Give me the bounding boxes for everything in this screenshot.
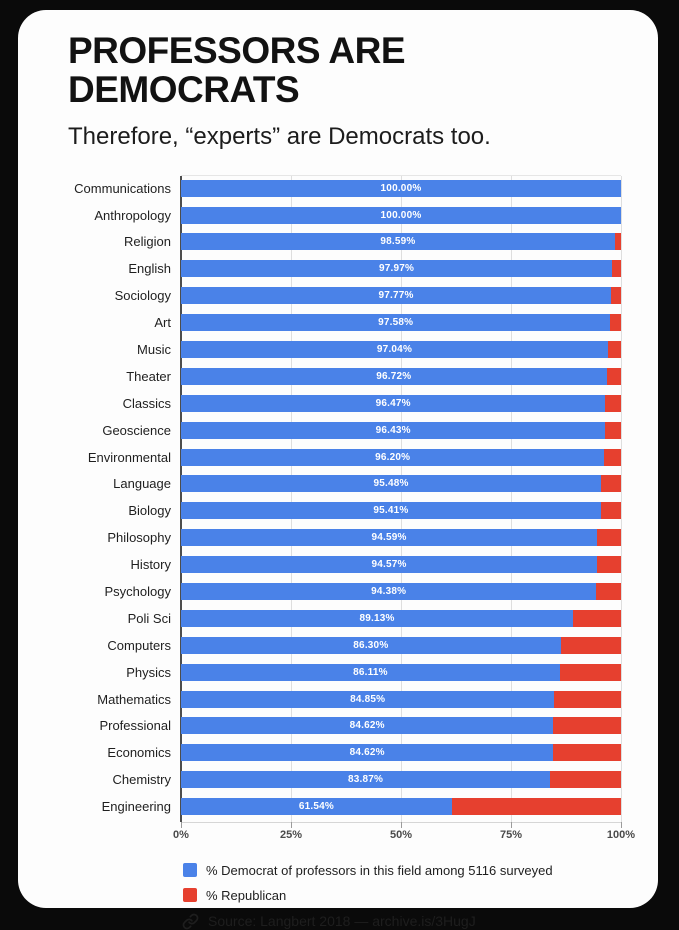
category-label: Computers bbox=[107, 637, 171, 653]
chart-row bbox=[18, 390, 658, 417]
bar-track bbox=[181, 207, 621, 224]
x-axis-tick-label: 0% bbox=[173, 828, 189, 841]
chart-row bbox=[18, 578, 658, 605]
category-label: Music bbox=[137, 341, 171, 357]
bar-value-label: 83.87% bbox=[347, 774, 384, 786]
chart-row bbox=[18, 524, 658, 551]
source-row bbox=[182, 913, 638, 930]
chart-row bbox=[18, 255, 658, 282]
category-label: Theater bbox=[126, 368, 171, 384]
bar-track bbox=[181, 610, 621, 627]
bar-value-label: 94.38% bbox=[371, 585, 407, 597]
bar-value-label: 97.77% bbox=[378, 290, 414, 302]
bar-value-label: 84.62% bbox=[349, 747, 385, 759]
bar-track bbox=[181, 664, 621, 681]
category-label: Mathematics bbox=[97, 691, 171, 707]
chart-row bbox=[18, 686, 658, 713]
axis-tick bbox=[401, 822, 402, 828]
x-axis-tick-label: 25% bbox=[279, 828, 303, 841]
republican-bar bbox=[605, 395, 621, 412]
infographic-card bbox=[18, 10, 658, 930]
bar-value-label: 100.00% bbox=[380, 182, 422, 194]
chart-row bbox=[18, 766, 658, 793]
republican-bar bbox=[553, 744, 621, 761]
source-text: Source: Langbert 2018 — archive.is/3HugJ bbox=[208, 913, 476, 930]
chart-row bbox=[18, 309, 658, 336]
bar-value-label: 97.04% bbox=[376, 343, 413, 355]
legend-swatch-democrat bbox=[183, 863, 197, 877]
bar-track bbox=[181, 771, 621, 788]
republican-bar bbox=[615, 233, 621, 250]
bar-track bbox=[181, 475, 621, 492]
category-label: History bbox=[130, 557, 171, 573]
republican-bar bbox=[612, 260, 621, 277]
chart-row bbox=[18, 605, 658, 632]
bar-value-label: 86.30% bbox=[353, 639, 389, 651]
category-label: Environmental bbox=[87, 449, 171, 465]
bar-track bbox=[181, 314, 621, 331]
republican-bar bbox=[573, 610, 621, 627]
chart-row bbox=[18, 444, 658, 471]
bar-track bbox=[181, 422, 621, 439]
republican-bar bbox=[597, 556, 621, 573]
chart-row bbox=[18, 659, 658, 686]
x-axis-tick-label: 50% bbox=[389, 828, 413, 841]
bar-track bbox=[181, 691, 621, 708]
chart-row bbox=[18, 363, 658, 390]
legend-item bbox=[183, 863, 638, 878]
bar-track bbox=[181, 180, 621, 197]
bar-track bbox=[181, 502, 621, 519]
chart-row bbox=[18, 336, 658, 363]
republican-bar bbox=[605, 422, 621, 439]
page-subtitle: Therefore, “experts” are Democrats too. bbox=[68, 122, 491, 150]
axis-tick bbox=[511, 822, 512, 828]
x-axis-labels bbox=[173, 828, 636, 845]
republican-bar bbox=[601, 475, 621, 492]
legend-item bbox=[183, 888, 638, 903]
bar-track bbox=[181, 529, 621, 546]
bar-value-label: 95.41% bbox=[373, 505, 409, 517]
bar-value-label: 94.57% bbox=[371, 559, 407, 571]
republican-bar bbox=[560, 664, 621, 681]
bar-track bbox=[181, 583, 621, 600]
category-label: Biology bbox=[128, 503, 171, 519]
legend-swatch-republican bbox=[183, 888, 197, 902]
category-label: Poli Sci bbox=[127, 610, 171, 626]
bar-value-label: 94.59% bbox=[371, 532, 407, 544]
bar-track bbox=[181, 287, 621, 304]
bar-track bbox=[181, 744, 621, 761]
chart-row bbox=[18, 632, 658, 659]
bar-track bbox=[181, 798, 621, 815]
category-label: Engineering bbox=[101, 799, 171, 815]
bar-track bbox=[181, 368, 621, 385]
bar-value-label: 97.58% bbox=[378, 317, 414, 329]
bar-value-label: 98.59% bbox=[380, 236, 416, 248]
legend bbox=[183, 863, 638, 903]
chart-row bbox=[18, 202, 658, 229]
category-label: English bbox=[128, 261, 171, 277]
bar-track bbox=[181, 556, 621, 573]
republican-bar bbox=[601, 502, 621, 519]
bar-track bbox=[181, 449, 621, 466]
category-label: Religion bbox=[124, 234, 171, 250]
bar-track bbox=[181, 717, 621, 734]
chart-row bbox=[18, 793, 658, 820]
category-label: Anthropology bbox=[94, 207, 171, 223]
chart-row bbox=[18, 497, 658, 524]
republican-bar bbox=[597, 529, 621, 546]
bar-value-label: 96.20% bbox=[375, 451, 411, 463]
republican-bar bbox=[554, 691, 621, 708]
chart-row bbox=[18, 739, 658, 766]
chart-row bbox=[18, 713, 658, 740]
axis-tick bbox=[181, 822, 182, 828]
category-label: Psychology bbox=[104, 583, 171, 599]
bar-value-label: 89.13% bbox=[359, 612, 395, 624]
republican-bar bbox=[608, 341, 621, 358]
category-label: Communications bbox=[74, 180, 171, 196]
category-label: Geoscience bbox=[102, 422, 171, 438]
republican-bar bbox=[604, 449, 621, 466]
category-label: Economics bbox=[107, 745, 171, 761]
republican-bar bbox=[610, 314, 621, 331]
bar-track bbox=[181, 260, 621, 277]
category-label: Sociology bbox=[114, 288, 171, 304]
bar-value-label: 97.97% bbox=[378, 263, 415, 275]
republican-bar bbox=[553, 717, 621, 734]
republican-bar bbox=[452, 798, 621, 815]
chart-row bbox=[18, 417, 658, 444]
category-label: Professional bbox=[99, 718, 171, 734]
category-label: Philosophy bbox=[107, 530, 171, 546]
bar-value-label: 96.47% bbox=[375, 397, 411, 409]
legend-label: % Democrat of professors in this field among 5116 surveyed bbox=[206, 862, 553, 878]
bar-value-label: 96.43% bbox=[375, 424, 411, 436]
bar-value-label: 100.00% bbox=[380, 209, 422, 221]
bar-track bbox=[181, 395, 621, 412]
bar-value-label: 86.11% bbox=[353, 666, 388, 678]
republican-bar bbox=[607, 368, 621, 385]
bar-chart bbox=[18, 175, 658, 851]
chart-row bbox=[18, 228, 658, 255]
page-title: PROFESSORS ARE DEMOCRATS bbox=[68, 30, 406, 110]
category-label: Art bbox=[154, 315, 171, 331]
republican-bar bbox=[561, 637, 621, 654]
bar-value-label: 95.48% bbox=[373, 478, 409, 490]
category-label: Classics bbox=[122, 395, 171, 411]
republican-bar bbox=[550, 771, 621, 788]
bar-value-label: 84.85% bbox=[350, 693, 386, 705]
republican-bar bbox=[611, 287, 621, 304]
bar-value-label: 61.54% bbox=[298, 801, 334, 813]
bar-track bbox=[181, 341, 621, 358]
category-label: Language bbox=[113, 476, 171, 492]
chart-row bbox=[18, 282, 658, 309]
bar-value-label: 96.72% bbox=[376, 370, 412, 382]
legend-label: % Republican bbox=[206, 887, 287, 903]
axis-tick bbox=[291, 822, 292, 828]
x-axis-tick-label: 75% bbox=[499, 828, 523, 841]
chart-row bbox=[18, 175, 658, 202]
bar-value-label: 84.62% bbox=[349, 720, 385, 732]
category-label: Chemistry bbox=[112, 772, 171, 788]
category-label: Physics bbox=[126, 664, 171, 680]
bar-track bbox=[181, 233, 621, 250]
chart-rows bbox=[18, 175, 658, 820]
axis-tick bbox=[621, 822, 622, 828]
republican-bar bbox=[596, 583, 621, 600]
link-icon bbox=[182, 913, 199, 930]
chart-row bbox=[18, 470, 658, 497]
chart-row bbox=[18, 551, 658, 578]
bar-track bbox=[181, 637, 621, 654]
x-axis-tick-label: 100% bbox=[606, 828, 636, 841]
